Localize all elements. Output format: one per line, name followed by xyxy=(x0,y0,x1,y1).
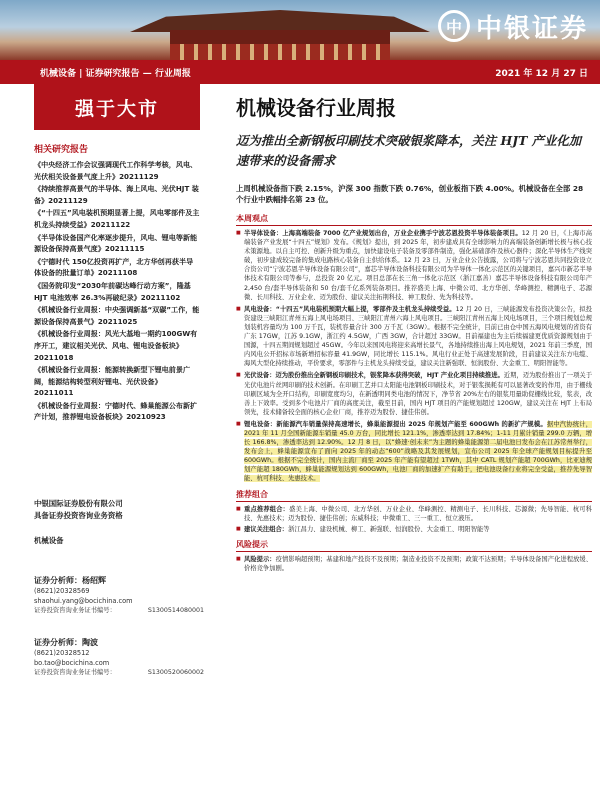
report-nav-strip xyxy=(0,60,600,84)
market-summary: 上周机械设备指下跌 2.15%，沪深 300 指数下跌 0.76%，创业板指下跌 4.00%。机械设备在全部 28 个行业中跌幅排名第 23 位。 xyxy=(236,184,584,204)
related-report-item[interactable]: 《国务院印发“2030年前碳达峰行动方案”，隆基 HJT 电池效率 26.3%再破纪录》20211102 xyxy=(34,280,191,302)
rec-key xyxy=(236,505,592,523)
analyst-email[interactable]: bo.tao@bocichina.com xyxy=(34,659,110,667)
report-date: 2021 年 12 月 27 日 xyxy=(495,68,588,79)
cert-number: S1300520060002 xyxy=(147,669,204,676)
report-subtitle: 迈为推出全新钢板印刷技术突破银浆降本，关注 HJT 产业化加速带来的设备需求 xyxy=(236,133,582,168)
brand-logo-icon: 中 xyxy=(438,10,470,42)
section-heading-risks: 风险提示 xyxy=(236,539,592,552)
risk-body: 疫情影响超预期；基建和地产投资不及预期；制造业投资不及预期；政策不达预期；半导体设备国产化进程放缓、价格竞争加剧。 xyxy=(244,555,593,572)
analyst-name: 证券分析师：杨绍辉 xyxy=(34,576,106,585)
palace-columns-graphic xyxy=(170,44,390,60)
industry-label: 机械设备 xyxy=(34,536,64,545)
point-body: 近期，迈为股份推出了一项关于光伏电池片丝网印刷的技术创新。在印刷工艺并口太阳能电池钢板印刷技术，对于银浆损耗有可以显著改变的作用，由于栅线印刷区域为全开口结构，印刷宽度均匀，在新透明同类电池的情况下，净节省 20%左右的银浆用量助促栅线比较，浆表，改善上下效率。受到多个电池片厂商的高度关注，截至目前，国内 HJT 项目的产能规划超过 120GW，建议关注在 HJT 上布局领先，技术储备较全面的核心企业厂商，推荐迈为股份、捷佳伟创。 xyxy=(244,372,592,416)
recommendations xyxy=(236,505,592,534)
left-column xyxy=(34,84,200,424)
rating-badge: 强于大市 xyxy=(34,84,200,130)
point-wind xyxy=(236,305,592,369)
analyst-cert xyxy=(34,606,204,616)
related-report-item[interactable]: 《持续推荐高景气的半导体、海上风电、光伏HJT 装备》20211129 xyxy=(34,184,199,205)
point-lithium xyxy=(236,420,592,484)
report-category: 机械设备 | 证券研究报告 — 行业周报 xyxy=(40,68,191,79)
related-report-item[interactable]: 《机械设备行业周报：中央强调新基“双碳”工作，能源设备保持高景气》20211025 xyxy=(34,305,200,326)
analyst-phone: (8621)20328512 xyxy=(34,649,90,657)
point-body: 据中汽协统计，2021 年 11 月全国新能源车销量 45.0 万台，同比增长 121.1%，渗透率达到 17.84%；1-11 月累计销量 299.0 万辆，增长 166.8%，渗透率达到 12.90%。12 月 8 日，以“蜂速·创未来”为主题的蜂巢能源第二届电池日发布会在江苏常州举行，发布会上，蜂巢能源宣布了面向 2025 年的动态“600”战略及其发展规划，宣布公司 2025 年全球产能规划目标提升至 600GWh。根据不完全统计，国内主流厂商至 2025 年产能有望超过 1TWh，其中 CATL 规划产能超 700GWh，比亚迪规划产能超 180GWh，蜂巢能源规划达到 600GWh，电池厂商的加速扩产有助于，把电池设备行业将完全受益，推荐先导智能、杭可科技、先惠技术。 xyxy=(244,420,592,483)
analyst-2 xyxy=(34,637,204,678)
related-report-item[interactable]: 《中央经济工作会议强调现代工作科学考核，风电、光伏相关设备景气度上升》20211129 xyxy=(34,160,198,181)
related-report-item[interactable]: 《机械设备行业周报：风光大基地一期约100GW有序开工，建议相关光伏、风电、锂电设备板块》20211018 xyxy=(34,329,198,362)
related-reports-heading: 相关研究报告 xyxy=(34,145,89,155)
related-report-item[interactable]: 《半导体设备国产化率逐步提升，风电、锂电等新能源设备保持高景气度》20211115 xyxy=(34,232,198,254)
section-heading-main-points: 本周观点 xyxy=(236,213,592,226)
rec-body: 盛美上海、中微公司、北方华创、万业企业、华峰测控、精测电子、长川科技、芯源微；先导智能、杭可科技、先惠技术；迈为股份、捷佳伟创；东威科技；中微重工、三一重工、恒立液压。 xyxy=(244,505,593,522)
analyst-cert xyxy=(34,668,204,678)
point-body: 12 月 20 日，三峡能源发布投资决策公告，拟投资建设三峡阳江青州五海上风电场项目、三峡阳江青州六海上风电项目。三峡阳江青州五海上风电场项目，三个项目规划总规划装机容量均为 100 万千瓦，装机容量合计 300 万千瓦（3GW）。根据不完全统计，目前已由仓中国五海风电规划的省资有广东 17GW，江苏 9.1GW，浙江约 4.5GW，广西 3GW，合计超过 33GW。目前福建也为主后续福建更优质资源规划由于国源，十四五期间规划超过 45GW。今年以来国风电将迎来高增长景气，各地持续推出海上风电规划，2021 年前三季度，国内风电公开招标市场新增招标容量 41.9GW，同比增长 115.1%。风电行业正处于高速发展阶段，目前建议关注东方电缆、海风大型化持续推动，平价要求，零部件与主机龙头持续受益，建议关注新强联、恒润股份、大金重工、明阳智能等。 xyxy=(244,305,593,368)
brand-name: 中银证券 xyxy=(475,13,588,44)
organization-name: 中银国际证券股份有限公司 具备证券投资咨询业务资格 xyxy=(34,499,123,520)
risks xyxy=(236,555,592,573)
cert-number: S1300514080001 xyxy=(147,607,204,614)
cert-label: 证券投资咨询业务证书编号： xyxy=(34,669,116,676)
related-reports-list xyxy=(34,159,200,423)
analyst-1 xyxy=(34,575,204,616)
right-column xyxy=(236,84,592,573)
analyst-email[interactable]: shaohui.yang@bocichina.com xyxy=(34,597,133,605)
palace-eaves-graphic xyxy=(170,30,390,44)
main-points xyxy=(236,229,592,484)
related-report-item[interactable]: 《机械设备行业周报：能源转换新型下锂电前景广阔，能源结构转型利好锂电、光伏设备》20211011 xyxy=(34,365,191,398)
related-report-item[interactable]: 《宁德时代 150亿投资再扩产，北方华创再获半导体设备的批量订单》20211108 xyxy=(34,256,194,278)
cert-label: 证券投资咨询业务证书编号： xyxy=(34,607,116,614)
rec-lead: 重点推荐组合： xyxy=(244,505,290,513)
point-pv xyxy=(236,371,592,416)
related-report-item[interactable]: 《“十四五”风电装机预期显著上提，风电零部件及主机龙头持续受益》20211122 xyxy=(34,208,200,229)
palace-roof-graphic xyxy=(130,10,430,32)
point-lead: 半导体设备：上海高端装备 7000 亿产业规划出台，万业企业携手宁波芯恩投资半导体装备项目。 xyxy=(244,230,522,237)
rec-body: 浙江昌力、建设机械、柳工、新强联、恒润股份、大金重工、明阳智能等 xyxy=(288,525,490,533)
point-semiconductor xyxy=(236,229,592,302)
risk-item xyxy=(236,555,592,573)
rec-watch xyxy=(236,525,592,534)
brand xyxy=(438,6,588,46)
point-body: 12 月 20 日，《上海市高端装备产业发展“十四五”规划》发布。《规划》提出，到 2025 年，初步建成具有全球影响力的高端装备创新增长极与核心技术策源地。以自主可控、创新升级为重点，加快建设电子装备及零部件制造，强化基础部件及核心器件；深化半导体生产线突破，初步建成较完备的集成电路核心装备自主供给体系。12 月 23 日，万业企业公告披露，公司将与宁波芯恩共同投资设立合资公司“宁波芯恩半导体设备有限公司”，嘉芯半导体设备科技有限公司为半导体一体化示范区的关键项目，嘉兴市新芯半导体技术有限公司等参与，总投资 20 亿元。项目总部在长三角一体化示范区（浙江嘉善）嘉芯半导体设备科技有限公司年产2,450 台/套半导体装备和 50 台/套千亿系列装备项目。推荐盛美上海、中微公司、北方华创、华峰测控、精测电子、芯源微、长川科技、万业企业、迈为股份、建议关注拓荆科技、神工股份、先为科技等。 xyxy=(244,230,592,301)
point-lead: 风电设备：“十四五”风电装机预期大幅上提，零部件及主机龙头持续受益。 xyxy=(244,305,456,313)
analyst-phone: (8621)20328569 xyxy=(34,587,90,595)
related-report-item[interactable]: 《机械设备行业周报：宁德时代、蜂巢能源公布新扩产计划，推荐锂电设备板块》20210923 xyxy=(34,400,198,422)
point-lead: 光伏设备：迈为股份推出全新钢板印刷技术，银浆降本获得突破，HJT 产业化项目持续推进。 xyxy=(244,372,504,380)
analyst-name: 证券分析师：陶波 xyxy=(34,638,98,647)
rec-lead: 建议关注组合： xyxy=(244,525,289,533)
point-lead: 锂电设备：新能源汽车销量保持高速增长，蜂巢能源提出 2025 年规划产能至 600GWh 的新扩产规模。 xyxy=(244,420,547,428)
report-title: 机械设备行业周报 xyxy=(236,96,396,120)
risk-lead: 风险提示： xyxy=(244,555,276,563)
section-heading-recommendations: 推荐组合 xyxy=(236,489,592,502)
header-banner xyxy=(0,0,600,60)
